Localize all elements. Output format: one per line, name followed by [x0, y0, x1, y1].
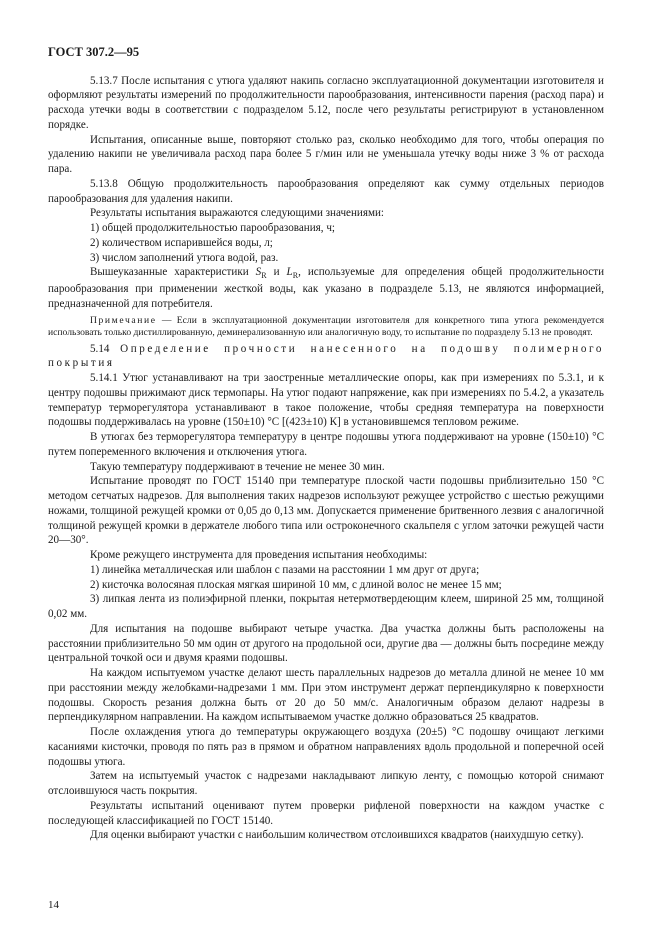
- paragraph-tape: Затем на испытуемый участок с надрезами накладывают липкую ленту, с помощью которой снимают отслоившуюся часть покрытия.: [48, 770, 604, 798]
- paragraph-cuts: На каждом испытуемом участке делают шесть параллельных надрезов до металла длиной не менее 10 мм при расстоянии между желобками-надрезами 1 мм. При этом инструмент держат перпендикулярно к поверхности подошвы. Скорость резания должна быть от 20 до 50 мм/с. Аналогичным образом делают надрезы в перпендикулярном направлении. На каждом испытываемом участке должно образоваться 25 квадратов.: [48, 667, 604, 724]
- page-body: [48, 44, 604, 843]
- paragraph-no-thermostat: В утюгах без терморегулятора температуру в центре подошвы утюга поддерживают на уровне (150±10) °С путем попеременного включения и отключения утюга.: [48, 431, 604, 458]
- paragraph-repeat-tests: Испытания, описанные выше, повторяют столько раз, сколько необходимо для того, чтобы операция по удалению накипи не увеличивала расход пара более 5 г/мин или не уменьшала утечку воды ниже 3 % от расхода пара.: [48, 133, 604, 176]
- list-item: 1) линейка металлическая или шаблон с пазами на расстоянии 1 мм друг от друга;: [90, 563, 480, 576]
- list-item: 2) кисточка волосяная плоская мягкая шириной 10 мм, с длиной волос не менее 15 мм;: [90, 578, 502, 591]
- paragraph-worst-grid: Для оценки выбирают участки с наибольшим количеством отслоившихся квадратов (наихудшую сетку).: [90, 829, 584, 842]
- paragraph-5-14-1: 5.14.1 Утюг устанавливают на три заостренные металлические опоры, как при измерениях по 5.3.1, и к центру подошвы прижимают диск термопары. На утюг подают напряжение, как при измерениях по 5.4.2, а указатель температур терморегулятора устанавливают в такое положение, чтобы средняя температура на поверхности подошвы поддерживалась на уровне (150±10) °С [(423±10) К] в установившемся тепловом режиме.: [48, 372, 604, 429]
- paragraph-test-method: Испытание проводят по ГОСТ 15140 при температуре плоской части подошвы приблизительно 150 °С методом сетчатых надрезов. Для выполнения таких надрезов используют режущее устройство с шестью режущими ножами, толщиной режущей кромки от 0,05 до 0,13 мм. Допускается применение бритвенного лезвия с аналогичной толщиной режущей кромки в держателе любого типа или остроконечного скальпеля с углом заточки режущей части 20—30°.: [48, 475, 604, 547]
- list-item: 3) числом заполнений утюга водой, раз.: [90, 251, 279, 264]
- list-item: 3) липкая лента из полиэфирной пленки, покрытая нетермотвердеющим клеем, шириной 25 мм, толщиной 0,02 мм.: [48, 593, 604, 621]
- paragraph-results-intro: Результаты испытания выражаются следующими значениями:: [90, 207, 384, 220]
- note-label: Примечание: [90, 314, 157, 326]
- list-item: 1) общей продолжительностью парообразования, ч;: [90, 222, 335, 235]
- paragraph-characteristics: Вышеуказанные характеристики $S_R$ и $L_R$, используемые для определения общей продолжительности парообразования при применении жесткой воды, как указано в подразделе 5.13, не являются информацией, предназначенной для потребителя.: [48, 266, 605, 310]
- section-title: Определение прочности нанесенного на подошву полимерного покрытия: [48, 342, 605, 370]
- paragraph-5-13-8: 5.13.8 Общую продолжительность парообразования определяют как сумму отдельных периодов парообразования для удаления накипи.: [48, 177, 604, 205]
- note: [48, 315, 604, 340]
- tools-list: [48, 563, 604, 622]
- page-number: 14: [48, 899, 59, 911]
- paragraph-cooling: После охлаждения утюга до температуры окружающего воздуха (20±5) °С подошву очищают легкими касаниями кисточки, проводя по пять раз в прямом и обратном направлениях вдоль продольной и поперечной осей подошвы утюга.: [48, 726, 604, 768]
- note-text: — Если в эксплуатационной документации изготовителя для конкретного типа утюга рекомендуется использовать только дистиллированную, деминерализованную или аналогичную воду, то испытание по подразделу 5.13 не проводят.: [48, 314, 604, 339]
- paragraph-hold-temp: Такую температуру поддерживают в течение не менее 30 мин.: [90, 460, 385, 473]
- paragraph-tools-intro: Кроме режущего инструмента для проведения испытания необходимы:: [90, 549, 428, 562]
- section-5-14-heading: 5.14 Определение прочности нанесенного на подошву полимерного покрытия: [48, 342, 605, 370]
- paragraph-test-areas: Для испытания на подошве выбирают четыре участка. Два участка должны быть расположены на расстоянии приблизительно 50 мм один от другого на продольной оси, другие два — должны быть посредине между центральной точкой оси и двумя краями подошвы.: [48, 622, 604, 665]
- paragraph-5-13-7: 5.13.7 После испытания с утюга удаляют накипь согласно эксплуатационной документации изготовителя и оформляют результаты измерений по продолжительности парообразования, интенсивности парения (расход пара) и расхода утечки воды в соответствии с подразделом 5.12, после чего результаты регистрируют в установленном порядке.: [48, 74, 604, 131]
- results-list: [48, 221, 604, 265]
- paragraph-results-eval: Результаты испытаний оценивают путем проверки рифленой поверхности на каждом участке с последующей классификацией по ГОСТ 15140.: [48, 799, 604, 827]
- list-item: 2) количеством испарившейся воды, л;: [90, 236, 273, 249]
- document-header: ГОСТ 307.2—95: [48, 45, 140, 59]
